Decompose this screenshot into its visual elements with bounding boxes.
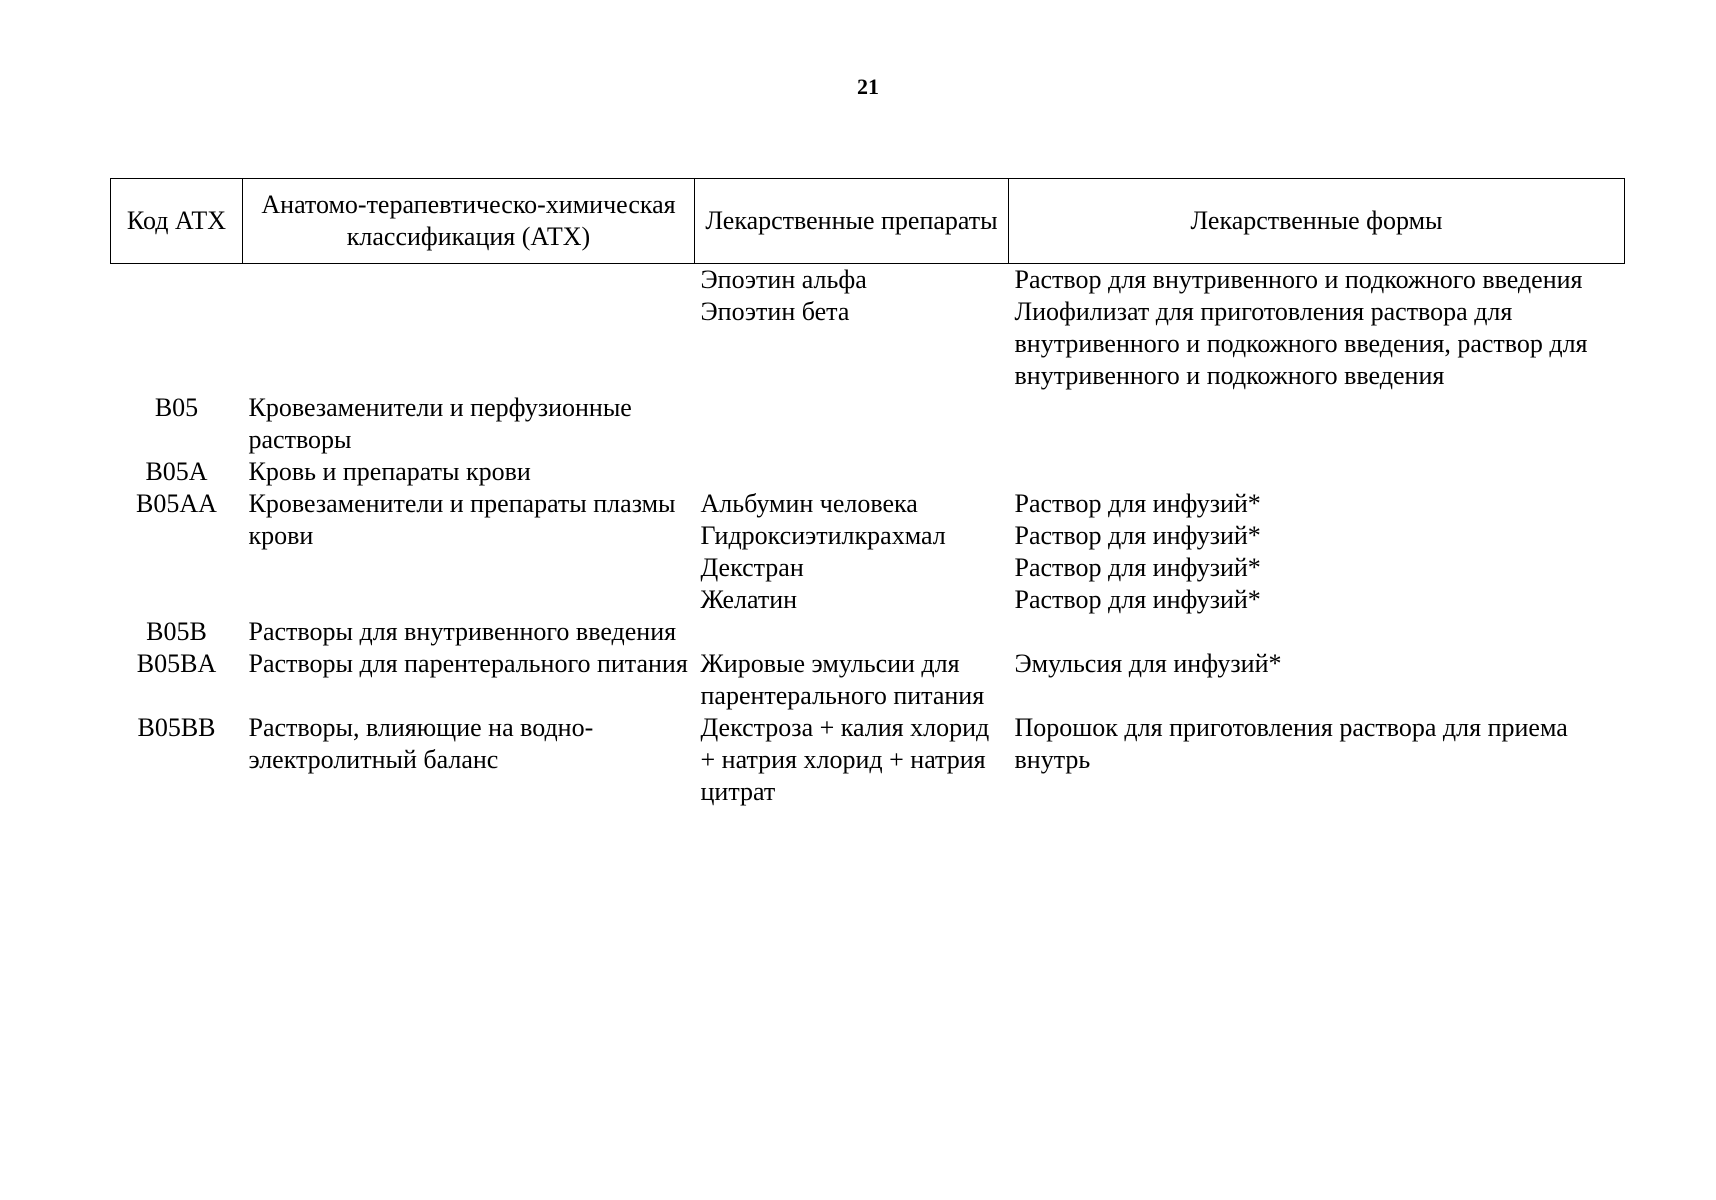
table-row bbox=[111, 296, 1625, 392]
table-row bbox=[111, 616, 1625, 648]
header-atc-classification: Анатомо-терапевтическо-химическая классификация (АТХ) bbox=[243, 179, 695, 264]
classification-cell bbox=[243, 264, 695, 297]
table-header-row bbox=[111, 179, 1625, 264]
table-row bbox=[111, 648, 1625, 712]
drug-cell: Эпоэтин бета bbox=[700, 297, 850, 326]
table-row bbox=[111, 264, 1625, 297]
classification-cell: Кровезаменители и препараты плазмы крови bbox=[248, 489, 676, 550]
classification-cell: Растворы, влияющие на водно-электролитный баланс bbox=[248, 713, 594, 774]
dosage-form-cell: Раствор для инфузий* bbox=[1014, 585, 1261, 614]
atc-code-cell: B05AA bbox=[136, 489, 217, 518]
dosage-form-cell: Раствор для внутривенного и подкожного введения bbox=[1014, 265, 1583, 294]
atc-code-cell: B05 bbox=[154, 393, 199, 422]
dosage-form-cell bbox=[1009, 456, 1625, 488]
atc-code-cell: B05BB bbox=[137, 713, 216, 742]
dosage-form-cell: Раствор для инфузий* bbox=[1014, 521, 1261, 550]
header-atc-code: Код АТХ bbox=[111, 179, 243, 264]
table-row bbox=[111, 392, 1625, 456]
dosage-form-cell bbox=[1009, 616, 1625, 648]
page-number: 21 bbox=[857, 74, 879, 99]
drug-cell bbox=[695, 392, 1009, 456]
dosage-form-cell: Раствор для инфузий* bbox=[1014, 553, 1261, 582]
drug-cell: Жировые эмульсии для парентерального питания bbox=[700, 649, 985, 710]
table-row bbox=[111, 456, 1625, 488]
drug-cell: Эпоэтин альфа bbox=[700, 265, 867, 294]
classification-cell: Кровезаменители и перфузионные растворы bbox=[248, 393, 632, 454]
dosage-form-cell: Лиофилизат для приготовления раствора для внутривенного и подкожного введения, раствор для внутривенного и подкожного введения bbox=[1014, 297, 1588, 390]
atc-code-cell bbox=[111, 264, 243, 297]
dosage-form-cell: Порошок для приготовления раствора для приема внутрь bbox=[1014, 713, 1568, 774]
dosage-form-cell: Раствор для инфузий* bbox=[1014, 489, 1261, 518]
drug-cell: Декстран bbox=[700, 553, 804, 582]
header-dosage-forms: Лекарственные формы bbox=[1009, 179, 1625, 264]
header-drugs: Лекарственные препараты bbox=[695, 179, 1009, 264]
drug-cell: Декстроза + калия хлорид + натрия хлорид + натрия цитрат bbox=[700, 713, 990, 806]
drug-cell: Гидроксиэтилкрахмал bbox=[700, 521, 946, 550]
dosage-form-cell bbox=[1009, 392, 1625, 456]
dosage-form-cell: Эмульсия для инфузий* bbox=[1014, 649, 1282, 678]
table-row bbox=[111, 712, 1625, 808]
classification-cell: Растворы для внутривенного введения bbox=[248, 617, 677, 646]
atc-code-cell: B05B bbox=[146, 617, 207, 646]
atc-code-cell: B05BA bbox=[136, 649, 217, 678]
atc-drug-table bbox=[110, 178, 1625, 808]
table-row bbox=[111, 488, 1625, 520]
classification-cell bbox=[243, 296, 695, 392]
classification-cell: Растворы для парентерального питания bbox=[248, 649, 688, 678]
drug-cell bbox=[695, 616, 1009, 648]
drug-cell bbox=[695, 456, 1009, 488]
atc-code-cell: B05A bbox=[145, 457, 208, 486]
atc-code-cell bbox=[111, 296, 243, 392]
drug-cell: Альбумин человека bbox=[700, 489, 918, 518]
drug-cell: Желатин bbox=[700, 585, 798, 614]
classification-cell: Кровь и препараты крови bbox=[248, 457, 531, 486]
